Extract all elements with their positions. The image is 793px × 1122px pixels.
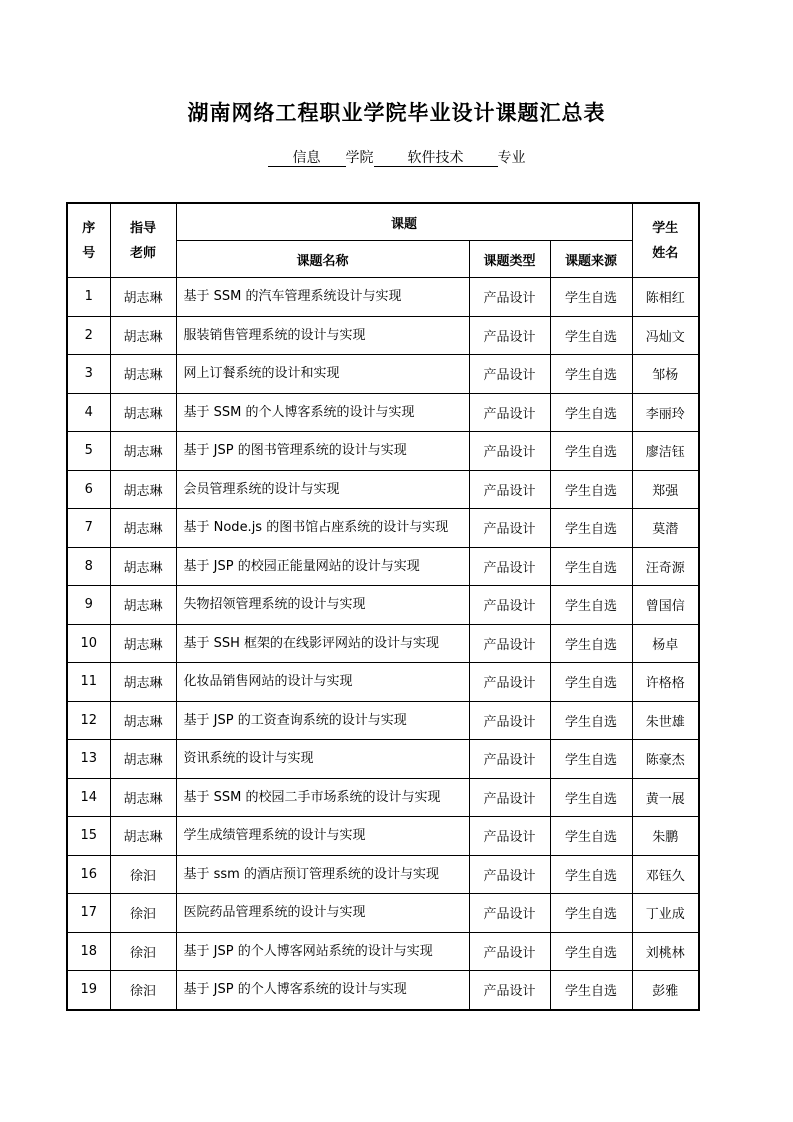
row-number: 16 bbox=[67, 855, 110, 894]
row-student: 曾国信 bbox=[632, 586, 699, 625]
row-student: 陈相红 bbox=[632, 278, 699, 317]
row-topic: 基于 SSM 的个人博客系统的设计与实现 bbox=[176, 393, 469, 432]
header-topic-type: 课题类型 bbox=[469, 241, 550, 278]
subtitle bbox=[0, 150, 793, 167]
table-row bbox=[67, 778, 699, 817]
row-advisor: 胡志琳 bbox=[110, 393, 176, 432]
row-topic-type: 产品设计 bbox=[469, 393, 550, 432]
row-advisor: 胡志琳 bbox=[110, 547, 176, 586]
row-student: 朱世雄 bbox=[632, 701, 699, 740]
row-student: 许格格 bbox=[632, 663, 699, 702]
row-topic-source: 学生自选 bbox=[550, 624, 632, 663]
row-advisor: 胡志琳 bbox=[110, 663, 176, 702]
header-student bbox=[632, 203, 699, 278]
row-topic-source: 学生自选 bbox=[550, 855, 632, 894]
row-topic: 基于 SSH 框架的在线影评网站的设计与实现 bbox=[176, 624, 469, 663]
row-student: 李丽玲 bbox=[632, 393, 699, 432]
row-topic-type: 产品设计 bbox=[469, 894, 550, 933]
topic-summary-table bbox=[66, 202, 700, 1011]
row-topic-source: 学生自选 bbox=[550, 971, 632, 1010]
table-row bbox=[67, 932, 699, 971]
row-topic: 基于 JSP 的个人博客网站系统的设计与实现 bbox=[176, 932, 469, 971]
header-seq-line1: 序 bbox=[82, 220, 96, 236]
row-advisor: 胡志琳 bbox=[110, 701, 176, 740]
row-topic-source: 学生自选 bbox=[550, 586, 632, 625]
row-topic-source: 学生自选 bbox=[550, 509, 632, 548]
page-title: 湖南网络工程职业学院毕业设计课题汇总表 bbox=[187, 101, 606, 125]
table-row bbox=[67, 740, 699, 779]
row-number: 6 bbox=[67, 470, 110, 509]
table-row bbox=[67, 393, 699, 432]
table-row bbox=[67, 355, 699, 394]
row-topic: 资讯系统的设计与实现 bbox=[176, 740, 469, 779]
row-topic-source: 学生自选 bbox=[550, 932, 632, 971]
row-student: 彭雅 bbox=[632, 971, 699, 1010]
row-number: 13 bbox=[67, 740, 110, 779]
table-row bbox=[67, 586, 699, 625]
row-number: 4 bbox=[67, 393, 110, 432]
row-number: 18 bbox=[67, 932, 110, 971]
row-topic-type: 产品设计 bbox=[469, 855, 550, 894]
table-row bbox=[67, 855, 699, 894]
row-student: 冯灿文 bbox=[632, 316, 699, 355]
row-number: 17 bbox=[67, 894, 110, 933]
table-row bbox=[67, 663, 699, 702]
table-row bbox=[67, 432, 699, 471]
row-topic-type: 产品设计 bbox=[469, 509, 550, 548]
row-number: 19 bbox=[67, 971, 110, 1010]
row-topic: 基于 JSP 的个人博客系统的设计与实现 bbox=[176, 971, 469, 1010]
row-topic: 基于 JSP 的图书管理系统的设计与实现 bbox=[176, 432, 469, 471]
row-topic-source: 学生自选 bbox=[550, 547, 632, 586]
row-topic-type: 产品设计 bbox=[469, 586, 550, 625]
header-seq-line2: 号 bbox=[82, 245, 96, 261]
row-topic-type: 产品设计 bbox=[469, 355, 550, 394]
row-topic-source: 学生自选 bbox=[550, 393, 632, 432]
row-topic-source: 学生自选 bbox=[550, 894, 632, 933]
row-topic-source: 学生自选 bbox=[550, 316, 632, 355]
major-suffix: 专业 bbox=[497, 150, 526, 166]
row-topic-source: 学生自选 bbox=[550, 701, 632, 740]
row-number: 2 bbox=[67, 316, 110, 355]
row-topic-type: 产品设计 bbox=[469, 432, 550, 471]
row-topic-source: 学生自选 bbox=[550, 355, 632, 394]
row-student: 邓钰久 bbox=[632, 855, 699, 894]
row-topic-source: 学生自选 bbox=[550, 663, 632, 702]
header-advisor bbox=[110, 203, 176, 278]
table-row bbox=[67, 278, 699, 317]
row-topic-type: 产品设计 bbox=[469, 817, 550, 856]
row-number: 1 bbox=[67, 278, 110, 317]
row-topic: 服装销售管理系统的设计与实现 bbox=[176, 316, 469, 355]
header-topic-source: 课题来源 bbox=[550, 241, 632, 278]
row-topic-type: 产品设计 bbox=[469, 701, 550, 740]
row-topic-source: 学生自选 bbox=[550, 817, 632, 856]
table-row bbox=[67, 894, 699, 933]
table-row bbox=[67, 470, 699, 509]
table-row bbox=[67, 624, 699, 663]
row-number: 8 bbox=[67, 547, 110, 586]
row-advisor: 胡志琳 bbox=[110, 278, 176, 317]
row-student: 朱鹏 bbox=[632, 817, 699, 856]
row-number: 11 bbox=[67, 663, 110, 702]
row-student: 廖洁钰 bbox=[632, 432, 699, 471]
row-topic: 医院药品管理系统的设计与实现 bbox=[176, 894, 469, 933]
row-student: 汪奇源 bbox=[632, 547, 699, 586]
row-advisor: 胡志琳 bbox=[110, 316, 176, 355]
row-student: 郑强 bbox=[632, 470, 699, 509]
row-topic-source: 学生自选 bbox=[550, 470, 632, 509]
row-advisor: 徐汩 bbox=[110, 932, 176, 971]
row-advisor: 徐汩 bbox=[110, 855, 176, 894]
row-advisor: 胡志琳 bbox=[110, 432, 176, 471]
row-topic-type: 产品设计 bbox=[469, 932, 550, 971]
major-name: 软件技术 bbox=[374, 150, 498, 167]
row-topic: 会员管理系统的设计与实现 bbox=[176, 470, 469, 509]
college-suffix: 学院 bbox=[345, 150, 374, 166]
row-advisor: 胡志琳 bbox=[110, 586, 176, 625]
row-topic-type: 产品设计 bbox=[469, 316, 550, 355]
table-row bbox=[67, 316, 699, 355]
row-student: 丁业成 bbox=[632, 894, 699, 933]
row-advisor: 徐汩 bbox=[110, 971, 176, 1010]
header-topic-group: 课题 bbox=[176, 203, 632, 241]
table-row bbox=[67, 817, 699, 856]
row-topic: 基于 ssm 的酒店预订管理系统的设计与实现 bbox=[176, 855, 469, 894]
row-advisor: 胡志琳 bbox=[110, 470, 176, 509]
row-advisor: 胡志琳 bbox=[110, 624, 176, 663]
table-row bbox=[67, 971, 699, 1010]
row-advisor: 胡志琳 bbox=[110, 778, 176, 817]
header-topic-name: 课题名称 bbox=[176, 241, 469, 278]
row-advisor: 胡志琳 bbox=[110, 740, 176, 779]
row-advisor: 胡志琳 bbox=[110, 355, 176, 394]
row-number: 5 bbox=[67, 432, 110, 471]
row-number: 12 bbox=[67, 701, 110, 740]
row-advisor: 胡志琳 bbox=[110, 509, 176, 548]
row-number: 9 bbox=[67, 586, 110, 625]
row-student: 邹杨 bbox=[632, 355, 699, 394]
header-advisor-line2: 老师 bbox=[129, 245, 156, 261]
row-topic-type: 产品设计 bbox=[469, 624, 550, 663]
row-topic-type: 产品设计 bbox=[469, 547, 550, 586]
row-topic: 基于 SSM 的汽车管理系统设计与实现 bbox=[176, 278, 469, 317]
row-number: 10 bbox=[67, 624, 110, 663]
table-body bbox=[67, 278, 699, 1010]
row-topic: 基于 Node.js 的图书馆占座系统的设计与实现 bbox=[176, 509, 469, 548]
table-row bbox=[67, 509, 699, 548]
row-topic-type: 产品设计 bbox=[469, 278, 550, 317]
row-student: 刘桃林 bbox=[632, 932, 699, 971]
row-topic: 基于 JSP 的工资查询系统的设计与实现 bbox=[176, 701, 469, 740]
row-topic: 失物招领管理系统的设计与实现 bbox=[176, 586, 469, 625]
row-number: 14 bbox=[67, 778, 110, 817]
row-topic-type: 产品设计 bbox=[469, 663, 550, 702]
row-number: 7 bbox=[67, 509, 110, 548]
row-topic: 基于 JSP 的校园正能量网站的设计与实现 bbox=[176, 547, 469, 586]
header-student-line1: 学生 bbox=[652, 220, 679, 236]
header-advisor-line1: 指导 bbox=[129, 220, 156, 236]
row-topic-source: 学生自选 bbox=[550, 432, 632, 471]
row-student: 黄一展 bbox=[632, 778, 699, 817]
row-topic-type: 产品设计 bbox=[469, 740, 550, 779]
table-row bbox=[67, 701, 699, 740]
row-student: 杨卓 bbox=[632, 624, 699, 663]
header-seq bbox=[67, 203, 110, 278]
row-topic: 基于 SSM 的校园二手市场系统的设计与实现 bbox=[176, 778, 469, 817]
row-student: 陈豪杰 bbox=[632, 740, 699, 779]
row-topic-type: 产品设计 bbox=[469, 778, 550, 817]
row-topic: 化妆品销售网站的设计与实现 bbox=[176, 663, 469, 702]
row-advisor: 胡志琳 bbox=[110, 817, 176, 856]
row-topic-source: 学生自选 bbox=[550, 740, 632, 779]
table-row bbox=[67, 547, 699, 586]
row-student: 莫潜 bbox=[632, 509, 699, 548]
row-topic-source: 学生自选 bbox=[550, 278, 632, 317]
row-number: 3 bbox=[67, 355, 110, 394]
header-student-line2: 姓名 bbox=[652, 245, 679, 261]
row-topic: 学生成绩管理系统的设计与实现 bbox=[176, 817, 469, 856]
row-topic-type: 产品设计 bbox=[469, 470, 550, 509]
row-number: 15 bbox=[67, 817, 110, 856]
row-topic: 网上订餐系统的设计和实现 bbox=[176, 355, 469, 394]
row-topic-type: 产品设计 bbox=[469, 971, 550, 1010]
row-topic-source: 学生自选 bbox=[550, 778, 632, 817]
college-name: 信息 bbox=[268, 150, 346, 167]
row-advisor: 徐汩 bbox=[110, 894, 176, 933]
